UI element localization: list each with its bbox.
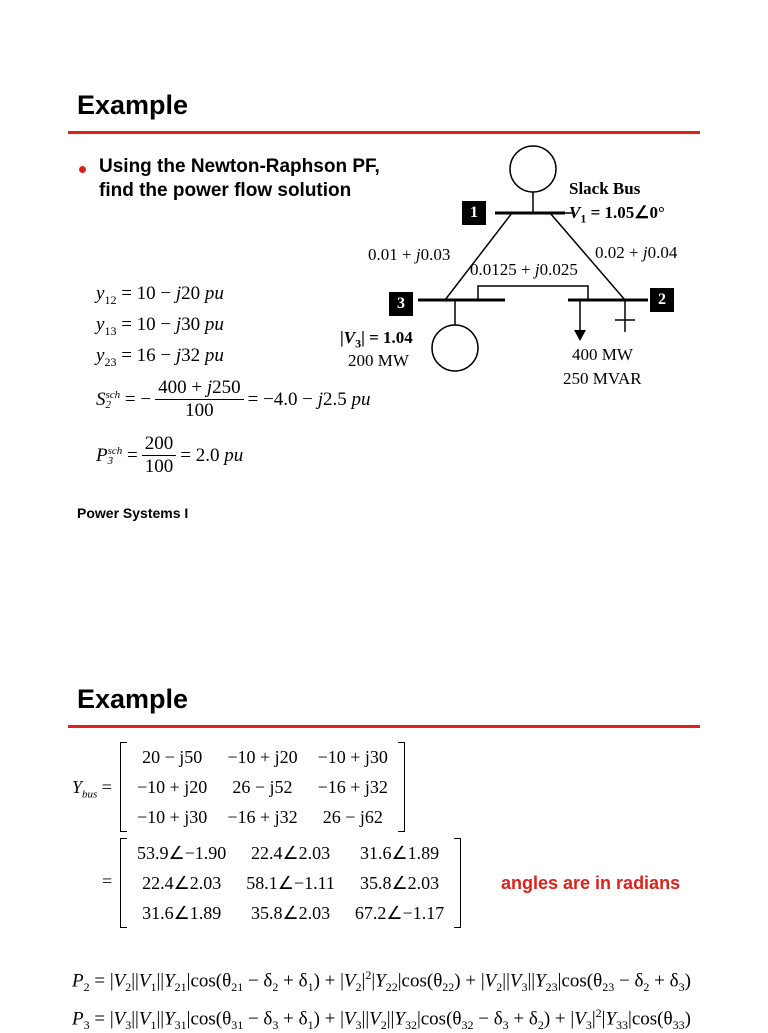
slide1-title: Example (77, 90, 189, 120)
p3-equation: $P_3 = |V_3||V_1||Y_{31}|\cos(\theta_{31} - \delta_3 + \delta_1) + |V_3||V_2||Y_{32}|\cos(\theta_{32} - \delta_3 + \delta_2) + |V_3|^2|Y_{33}|\cos(\theta_{33})$ (72, 1006, 691, 1033)
bullet-icon (79, 166, 86, 173)
gen3-output: 200 MW (348, 351, 409, 370)
line23-impedance: 0.0125 + j0.025 (470, 260, 578, 279)
ybus-polar-matrix (120, 838, 461, 928)
matrix-cell: 53.9∠−1.90 (137, 842, 227, 863)
eq-y13: $y_{13} = 10 - j30$ pu (96, 314, 224, 338)
bus3-label: 3 (389, 292, 413, 316)
slack-voltage-label: $V_1$ = 1.05∠0° (569, 203, 665, 226)
p2-equation: $P_2 = |V_2||V_1||Y_{21}|\cos(\theta_{21} - \delta_2 + \delta_1) + |V_2|^2|Y_{22}|\cos(\theta_{22}) + |V_2||V_3||Y_{23}|\cos(\theta_{23} - \delta_2 + \delta_3)$ (72, 968, 691, 995)
ybus-label: $Y_{bus}$ = (72, 777, 112, 801)
matrix-cell: 26 − j62 (322, 806, 383, 827)
bullet-text: Using the Newton-Raphson PF, find the power flow solution (99, 156, 380, 201)
matrix-row (127, 898, 454, 928)
matrix-row (127, 802, 398, 832)
matrix-cell: −16 + j32 (227, 806, 298, 827)
slide2-title: Example (77, 684, 189, 714)
bus3-generator-icon (432, 325, 478, 371)
line13-impedance: 0.01 + j0.03 (368, 245, 451, 264)
matrix-cell: −10 + j30 (137, 806, 208, 827)
eq-s2: Ssch 2 = − $\frac{400 + j250}{100}$ = −4.0 − j2.5 pu (96, 377, 371, 421)
eq-y23: $y_{23} = 16 - j32$ pu (96, 345, 224, 369)
load-arrow-icon (574, 330, 586, 341)
matrix-cell: 31.6∠1.89 (360, 842, 440, 863)
title-divider-2 (68, 725, 700, 728)
footer: Power Systems I (77, 505, 189, 521)
slack-generator-icon (510, 146, 556, 192)
matrix-cell: 22.4∠2.03 (142, 872, 222, 893)
matrix-cell: −10 + j20 (137, 776, 208, 797)
matrix-cell: −10 + j20 (227, 746, 298, 767)
matrix-row (127, 868, 454, 898)
v3-label: $|V_3| = 1.04$ (340, 328, 413, 351)
matrix-cell: 35.8∠2.03 (251, 902, 331, 923)
eq-y12: $y_{12} = 10 - j20$ pu (96, 283, 224, 307)
bus2-label: 2 (650, 288, 674, 312)
matrix-row (127, 772, 398, 802)
matrix-cell: −16 + j32 (317, 776, 388, 797)
bus1-label: 1 (462, 201, 486, 225)
matrix-row (127, 838, 454, 868)
line12-impedance: 0.02 + j0.04 (595, 243, 678, 262)
ybus-rect-matrix (120, 742, 405, 832)
matrix-cell: 67.2∠−1.17 (354, 902, 445, 923)
line-2-3 (478, 286, 588, 300)
slack-bus-label: Slack Bus (569, 179, 641, 198)
eq-p3: Psch 3 = $\frac{200}{100}$ = 2.0 pu (96, 433, 244, 477)
matrix-row (127, 742, 398, 772)
matrix-cell: 35.8∠2.03 (360, 872, 440, 893)
matrix-cell: 58.1∠−1.11 (246, 872, 335, 893)
matrix-cell: 20 − j50 (142, 746, 203, 767)
matrix-cell: 22.4∠2.03 (251, 842, 331, 863)
matrix-cell: −10 + j30 (317, 746, 388, 767)
load2-mvar: 250 MVAR (563, 369, 642, 388)
equals-sign: = (102, 871, 113, 891)
angles-note: angles are in radians (501, 873, 681, 893)
title-divider (68, 131, 700, 134)
matrix-cell: 31.6∠1.89 (142, 902, 222, 923)
matrix-cell: 26 − j52 (232, 776, 293, 797)
load2-mw: 400 MW (572, 345, 633, 364)
